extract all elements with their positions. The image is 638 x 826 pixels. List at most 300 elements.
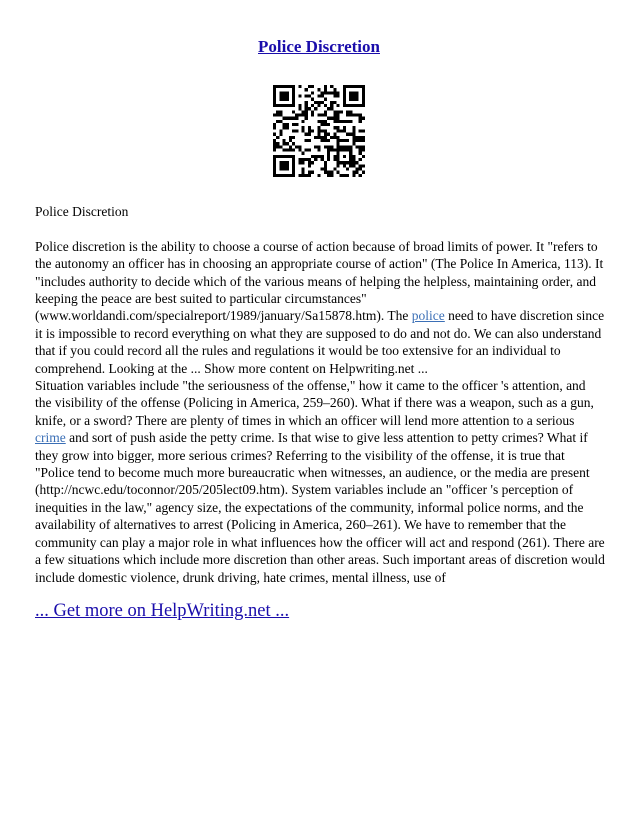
- qr-module: [273, 164, 276, 167]
- qr-module: [317, 136, 320, 139]
- qr-module: [362, 139, 365, 142]
- qr-module: [305, 95, 308, 98]
- qr-module: [283, 85, 286, 88]
- qr-module: [302, 129, 305, 132]
- qr-module: [333, 136, 336, 139]
- qr-module: [279, 174, 282, 177]
- qr-module: [276, 120, 279, 123]
- qr-module: [292, 98, 295, 101]
- qr-module: [330, 174, 333, 177]
- qr-module: [273, 174, 276, 177]
- qr-module: [352, 91, 355, 94]
- qr-module: [359, 167, 362, 170]
- qr-module: [283, 104, 286, 107]
- qr-module: [292, 164, 295, 167]
- paragraph-2: [35, 377, 605, 586]
- qr-module: [311, 110, 314, 113]
- qr-module: [273, 123, 276, 126]
- qr-module: [343, 174, 346, 177]
- qr-module: [305, 88, 308, 91]
- qr-module: [352, 171, 355, 174]
- get-more-link[interactable]: ... Get more on HelpWriting.net ...: [35, 601, 290, 621]
- qr-module: [321, 101, 324, 104]
- body-heading: Police Discretion: [35, 204, 129, 219]
- qr-module: [343, 148, 346, 151]
- qr-module: [362, 129, 365, 132]
- qr-module: [333, 133, 336, 136]
- qr-module: [302, 114, 305, 117]
- qr-module: [355, 98, 358, 101]
- qr-module: [359, 164, 362, 167]
- qr-module: [289, 145, 292, 148]
- qr-module: [317, 126, 320, 129]
- qr-module: [302, 174, 305, 177]
- qr-module: [311, 114, 314, 117]
- qr-module: [333, 148, 336, 151]
- qr-module: [283, 117, 286, 120]
- paragraph-1-text-b: need to have discretion since it is impossible to record everything on what they are supposed to do and not do. We can also understand that if you could record all the rules and regulations it would be too extensive for an individual to comprehend. Looking at the ... Show more content on Helpwriting.net ...: [35, 308, 605, 376]
- qr-module: [352, 126, 355, 129]
- qr-module: [362, 117, 365, 120]
- qr-module: [330, 104, 333, 107]
- qr-module: [298, 174, 301, 177]
- qr-module: [286, 174, 289, 177]
- qr-module: [355, 114, 358, 117]
- qr-module: [352, 174, 355, 177]
- qr-module: [273, 114, 276, 117]
- qr-module: [330, 136, 333, 139]
- qr-module: [352, 136, 355, 139]
- qr-module: [343, 120, 346, 123]
- qr-module: [333, 110, 336, 113]
- qr-module: [359, 148, 362, 151]
- qr-module: [359, 174, 362, 177]
- qr-module: [343, 88, 346, 91]
- qr-module: [355, 95, 358, 98]
- qr-module: [362, 85, 365, 88]
- qr-module: [314, 155, 317, 158]
- qr-module: [336, 91, 339, 94]
- qr-module: [362, 101, 365, 104]
- qr-module: [279, 129, 282, 132]
- qr-module: [324, 171, 327, 174]
- qr-module: [273, 145, 276, 148]
- qr-module: [305, 139, 308, 142]
- qr-module: [327, 174, 330, 177]
- qr-module: [302, 167, 305, 170]
- qr-module: [346, 139, 349, 142]
- qr-module: [308, 158, 311, 161]
- qr-module: [321, 155, 324, 158]
- qr-module: [292, 110, 295, 113]
- qr-module: [349, 114, 352, 117]
- qr-module: [273, 142, 276, 145]
- qr-module: [283, 126, 286, 129]
- qr-module: [308, 148, 311, 151]
- qr-module: [302, 158, 305, 161]
- qr-module: [279, 167, 282, 170]
- qr-module: [349, 161, 352, 164]
- title-link[interactable]: Police Discretion: [258, 37, 380, 56]
- qr-module: [308, 139, 311, 142]
- qr-module: [314, 107, 317, 110]
- qr-module: [359, 136, 362, 139]
- qr-module: [295, 117, 298, 120]
- qr-module: [308, 133, 311, 136]
- qr-module: [321, 123, 324, 126]
- qr-module: [327, 171, 330, 174]
- qr-module: [333, 117, 336, 120]
- qr-module: [352, 85, 355, 88]
- qr-module: [289, 139, 292, 142]
- qr-module: [279, 104, 282, 107]
- qr-module: [286, 161, 289, 164]
- qr-module: [286, 164, 289, 167]
- qr-module: [346, 133, 349, 136]
- qr-module: [324, 123, 327, 126]
- qr-module: [292, 158, 295, 161]
- qr-module: [346, 161, 349, 164]
- qr-module: [324, 167, 327, 170]
- qr-module: [283, 167, 286, 170]
- qr-module: [352, 98, 355, 101]
- qr-module: [333, 95, 336, 98]
- qr-module: [343, 161, 346, 164]
- qr-module: [352, 158, 355, 161]
- qr-module: [286, 142, 289, 145]
- qr-module: [336, 158, 339, 161]
- qr-module: [352, 129, 355, 132]
- qr-module: [355, 91, 358, 94]
- qr-module: [343, 85, 346, 88]
- qr-module: [324, 98, 327, 101]
- qr-module: [349, 158, 352, 161]
- qr-module: [273, 98, 276, 101]
- qr-module: [321, 129, 324, 132]
- qr-module: [349, 91, 352, 94]
- qr-module: [305, 101, 308, 104]
- qr-module: [327, 148, 330, 151]
- qr-module: [324, 88, 327, 91]
- qr-module: [349, 104, 352, 107]
- qr-module: [343, 101, 346, 104]
- qr-module: [333, 158, 336, 161]
- qr-module: [336, 155, 339, 158]
- qr-module: [289, 148, 292, 151]
- qr-module: [279, 91, 282, 94]
- qr-module: [321, 91, 324, 94]
- qr-module: [317, 145, 320, 148]
- crime-link[interactable]: crime: [35, 430, 66, 446]
- qr-module: [336, 104, 339, 107]
- qr-module: [279, 85, 282, 88]
- qr-module: [352, 104, 355, 107]
- qr-module: [324, 139, 327, 142]
- qr-module: [286, 126, 289, 129]
- qr-module: [286, 148, 289, 151]
- qr-module: [308, 171, 311, 174]
- qr-module: [324, 104, 327, 107]
- qr-module: [327, 133, 330, 136]
- qr-module: [336, 114, 339, 117]
- qr-module: [308, 129, 311, 132]
- qr-module: [305, 174, 308, 177]
- qr-module: [346, 167, 349, 170]
- qr-module: [336, 117, 339, 120]
- police-link[interactable]: police: [411, 308, 445, 324]
- qr-module: [340, 174, 343, 177]
- qr-module: [292, 161, 295, 164]
- qr-module: [279, 133, 282, 136]
- qr-module: [302, 171, 305, 174]
- qr-module: [321, 114, 324, 117]
- qr-module: [327, 158, 330, 161]
- qr-module: [283, 174, 286, 177]
- qr-module: [362, 88, 365, 91]
- qr-module: [327, 152, 330, 155]
- qr-module: [308, 95, 311, 98]
- qr-module: [359, 139, 362, 142]
- qr-module: [292, 101, 295, 104]
- qr-module: [292, 88, 295, 91]
- qr-module: [352, 139, 355, 142]
- qr-module: [349, 145, 352, 148]
- qr-module: [349, 110, 352, 113]
- qr-module: [324, 161, 327, 164]
- qr-module: [283, 95, 286, 98]
- qr-module: [292, 104, 295, 107]
- qr-module: [333, 167, 336, 170]
- qr-module: [273, 104, 276, 107]
- qr-module: [355, 161, 358, 164]
- qr-module: [349, 133, 352, 136]
- qr-module: [295, 114, 298, 117]
- paragraph-1-text-a: Police discretion is the ability to choose a course of action because of broad limits of power. It "refers to the autonomy an officer has in choosing an appropriate course of action" (The Police In America, 113). It "includes authority to decide which of the various means of helping the helpless, maintaining order, and keeping the peace are best suited to particular circumstances" (www.worldandi.com/specialreport/1989/january/Sa15878.htm). The: [35, 238, 604, 324]
- qr-module: [311, 129, 314, 132]
- qr-module: [292, 155, 295, 158]
- qr-module: [305, 104, 308, 107]
- qr-module: [346, 110, 349, 113]
- qr-module: [343, 95, 346, 98]
- qr-module: [340, 161, 343, 164]
- qr-module: [317, 101, 320, 104]
- qr-module: [273, 133, 276, 136]
- qr-module: [352, 164, 355, 167]
- qr-module: [336, 152, 339, 155]
- qr-module: [283, 123, 286, 126]
- qr-module: [289, 85, 292, 88]
- qr-module: [305, 107, 308, 110]
- qr-module: [346, 145, 349, 148]
- qr-module: [273, 139, 276, 142]
- qr-module: [286, 167, 289, 170]
- qr-module: [324, 145, 327, 148]
- qr-module: [321, 158, 324, 161]
- qr-module: [273, 158, 276, 161]
- qr-module: [276, 114, 279, 117]
- qr-module: [279, 164, 282, 167]
- qr-module: [330, 85, 333, 88]
- qr-module: [311, 98, 314, 101]
- qr-module: [362, 98, 365, 101]
- qr-module: [314, 136, 317, 139]
- qr-module: [336, 161, 339, 164]
- qr-module: [359, 114, 362, 117]
- qr-module: [346, 174, 349, 177]
- qr-module: [349, 95, 352, 98]
- qr-module: [327, 145, 330, 148]
- qr-module: [279, 110, 282, 113]
- qr-module: [286, 117, 289, 120]
- qr-module: [279, 161, 282, 164]
- qr-module: [359, 145, 362, 148]
- qr-module: [359, 104, 362, 107]
- qr-module: [352, 142, 355, 145]
- qr-module: [317, 104, 320, 107]
- qr-module: [276, 174, 279, 177]
- paragraph-2-text-b: and sort of push aside the petty crime. Is that wise to give less attention to petty crimes? What if they grow into bigger, more serious crimes? Referring to the visibility of the offense, it is true that "Police tend to become much more bureaucratic when witnesses, an audience, or the media are present (http://ncwc.edu/toconnor/205/205lect09.htm). System variables include an "officer 's perception of inequities in the law," agency size, the expectations of the community, informal police norms, and the availability of alternatives to arrest (Policing in America, 260–261). We have to remember that the community can play a major role in what influences how the officer will act and respond (261). There are a few situations which include more discretion than other areas. Such important areas of discretion would include domestic violence, drunk driving, hate crimes, mental illness, use of: [35, 430, 605, 585]
- qr-module: [295, 123, 298, 126]
- qr-module: [359, 158, 362, 161]
- qr-module: [273, 155, 276, 158]
- qr-module: [359, 85, 362, 88]
- qr-module: [349, 120, 352, 123]
- qr-module: [340, 139, 343, 142]
- qr-module: [298, 158, 301, 161]
- qr-module: [343, 164, 346, 167]
- qr-module: [355, 104, 358, 107]
- qr-module: [336, 171, 339, 174]
- qr-module: [311, 85, 314, 88]
- qr-module: [355, 136, 358, 139]
- qr-module: [292, 171, 295, 174]
- qr-module: [340, 145, 343, 148]
- qr-module: [343, 155, 346, 158]
- qr-module: [276, 155, 279, 158]
- qr-module: [352, 133, 355, 136]
- qr-module: [311, 161, 314, 164]
- qr-module: [346, 148, 349, 151]
- qr-module: [327, 155, 330, 158]
- qr-module: [273, 88, 276, 91]
- qr-module: [289, 174, 292, 177]
- qr-module: [327, 117, 330, 120]
- qr-module: [340, 120, 343, 123]
- qr-module: [273, 91, 276, 94]
- qr-module: [308, 85, 311, 88]
- qr-module: [317, 129, 320, 132]
- qr-module: [324, 85, 327, 88]
- qr-module: [321, 139, 324, 142]
- qr-module: [336, 126, 339, 129]
- qr-module: [302, 161, 305, 164]
- qr-module: [298, 107, 301, 110]
- qr-module: [273, 167, 276, 170]
- qr-module: [333, 155, 336, 158]
- qr-module: [286, 104, 289, 107]
- qr-module: [317, 120, 320, 123]
- qr-module: [279, 114, 282, 117]
- qr-module: [327, 139, 330, 142]
- qr-module: [276, 136, 279, 139]
- qr-module: [343, 145, 346, 148]
- qr-module: [302, 152, 305, 155]
- qr-module: [362, 91, 365, 94]
- qr-module: [283, 161, 286, 164]
- qr-module: [355, 171, 358, 174]
- qr-module: [314, 145, 317, 148]
- qr-module: [343, 91, 346, 94]
- qr-module: [330, 101, 333, 104]
- qr-module: [276, 85, 279, 88]
- qr-module: [330, 91, 333, 94]
- qr-module: [305, 158, 308, 161]
- qr-module: [343, 104, 346, 107]
- qr-module: [279, 155, 282, 158]
- qr-module: [349, 98, 352, 101]
- qr-module: [292, 95, 295, 98]
- qr-module: [324, 136, 327, 139]
- qr-module: [336, 148, 339, 151]
- qr-module: [324, 120, 327, 123]
- qr-module: [324, 164, 327, 167]
- qr-module: [336, 110, 339, 113]
- qr-module: [314, 101, 317, 104]
- qr-module: [362, 136, 365, 139]
- qr-module: [286, 123, 289, 126]
- qr-module: [279, 120, 282, 123]
- qr-module: [343, 139, 346, 142]
- qr-module: [330, 117, 333, 120]
- qr-module: [333, 91, 336, 94]
- qr-module: [362, 148, 365, 151]
- qr-module: [352, 161, 355, 164]
- qr-module: [292, 129, 295, 132]
- qr-module: [336, 95, 339, 98]
- qr-module: [283, 91, 286, 94]
- qr-module: [289, 155, 292, 158]
- qr-module: [279, 145, 282, 148]
- paragraph-1: [35, 238, 605, 377]
- qr-module: [355, 167, 358, 170]
- qr-module: [362, 164, 365, 167]
- paragraph-2-text-a: Situation variables include "the seriousness of the offense," how it came to the officer 's attention, and the visibility of the offense (Policing in America, 259–260). What if there was a weapon, such as a gun, knife, or a sword? There are plenty of times in which an officer will lend more attention to a serious: [35, 378, 594, 428]
- qr-module: [273, 148, 276, 151]
- qr-module: [333, 114, 336, 117]
- qr-module: [362, 95, 365, 98]
- qr-module: [333, 120, 336, 123]
- qr-module: [352, 114, 355, 117]
- qr-module: [321, 120, 324, 123]
- qr-module: [327, 91, 330, 94]
- qr-module: [336, 120, 339, 123]
- qr-module: [352, 95, 355, 98]
- qr-module: [330, 145, 333, 148]
- qr-module: [305, 133, 308, 136]
- qr-module: [327, 107, 330, 110]
- qr-module: [324, 133, 327, 136]
- qr-module: [355, 85, 358, 88]
- qr-module: [305, 148, 308, 151]
- get-more-section: [35, 600, 289, 622]
- qr-module: [330, 171, 333, 174]
- qr-module: [311, 91, 314, 94]
- qr-module: [283, 139, 286, 142]
- qr-module: [317, 95, 320, 98]
- qr-module: [276, 110, 279, 113]
- qr-module: [298, 145, 301, 148]
- qr-module: [308, 107, 311, 110]
